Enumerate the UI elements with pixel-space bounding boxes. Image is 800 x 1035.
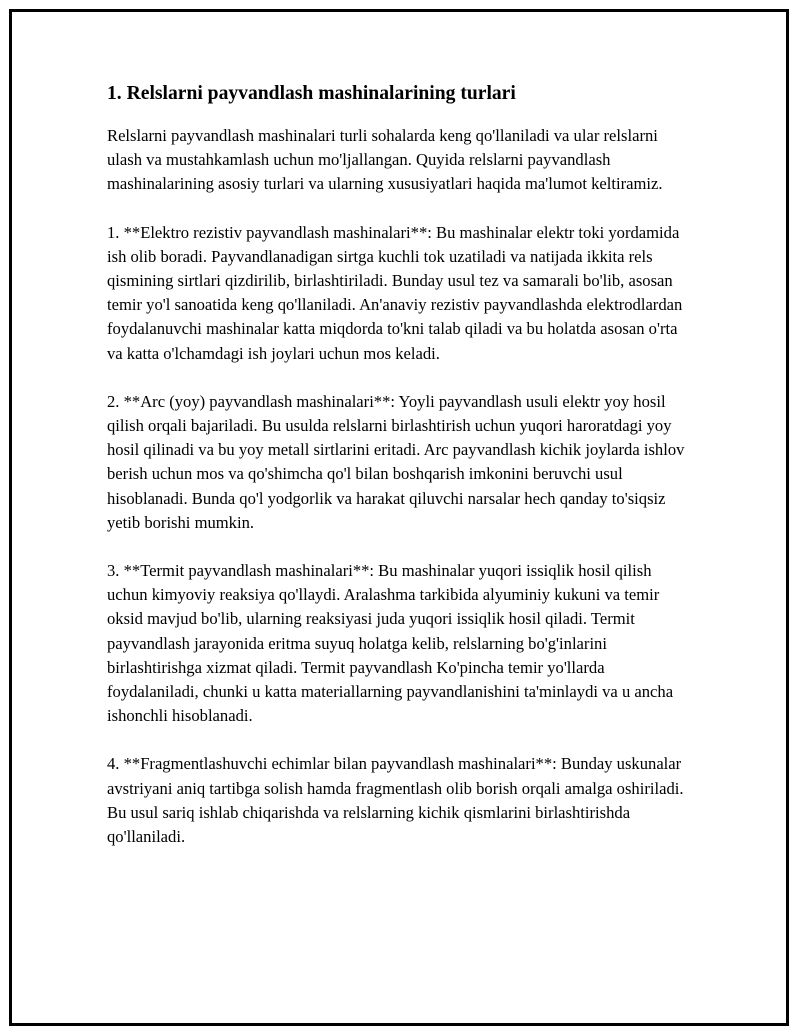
paragraph-arc-yoy: 2. **Arc (yoy) payvandlash mashinalari**: Yoyli payvandlash usuli elektr yoy hosil qilish orqali bajariladi. Bu usulda relslarni birlashtirish uchun yuqori haroratdagi yoy hosil qilinadi va bu yoy metall sirtlarini eritadi. Arc payvandlash kichik joylarda ishlov berish uchun mos va qo'shimcha qo'l bilan boshqarish imkonini beruvchi usul hisoblanadi. Bunda qo'l yodgorlik va harakat qiluvchi narsalar hech qanday to'siqsiz yetib borishi mumkin. xyxy=(107,391,685,532)
document-title: 1. Relslarni payvandlash mashinalarining turlari xyxy=(107,83,516,104)
paragraph-elektro-rezistiv: 1. **Elektro rezistiv payvandlash mashinalari**: Bu mashinalar elektr toki yordamida ish olib boradi. Payvandlanadigan sirtga kuchli tok uzatiladi va natijada ikkita rels qismining sirtlari qizdirilib, birlashtiriladi. Bunday usul tez va samarali bo'lib, asosan temir yo'l sanoatida keng qo'llaniladi. An'anaviy rezistiv payvandlashda elektrodlardan foydalanuvchi mashinalar katta miqdorda to'kni talab qiladi va bu holatda asosan o'rta va katta o'lchamdagi ish joylari uchun mos keladi. xyxy=(107,222,683,363)
document-body xyxy=(107,82,687,873)
paragraph-fragmentlashuvchi: 4. **Fragmentlashuvchi echimlar bilan payvandlash mashinalari**: Bunday uskunalar avstriyani aniq tartibga solish hamda fragmentlash olib borish orqali amalga oshiriladi. Bu usul sariq ishlab chiqarishda va relslarning kichik qismlarini birlashtirishda qo'llaniladi. xyxy=(107,754,684,847)
paragraph-termit: 3. **Termit payvandlash mashinalari**: Bu mashinalar yuqori issiqlik hosil qilish uchun kimyoviy reaksiya qo'llaydi. Aralashma tarkibida alyuminiy kukuni va temir oksid mavjud bo'lib, ularning reaksiyasi juda yuqori issiqlik hosil qiladi. Termit payvandlash jarayonida eritma suyuq holatga kelib, relslarning bo'g'inlarini birlashtirishga xizmat qiladi. Termit payvandlash Ko'pincha temir yo'llarda foydalaniladi, chunki u katta materiallarning payvandlanishini ta'minlaydi va u ancha ishonchli hisoblanadi. xyxy=(107,561,674,726)
intro-paragraph: Relslarni payvandlash mashinalari turli sohalarda keng qo'llaniladi va ular relslarni ulash va mustahkamlash uchun mo'ljallangan. Quyida relslarni payvandlash mashinalarining asosiy turlari va ularning xususiyatlari haqida ma'lumot keltiramiz. xyxy=(107,126,663,194)
